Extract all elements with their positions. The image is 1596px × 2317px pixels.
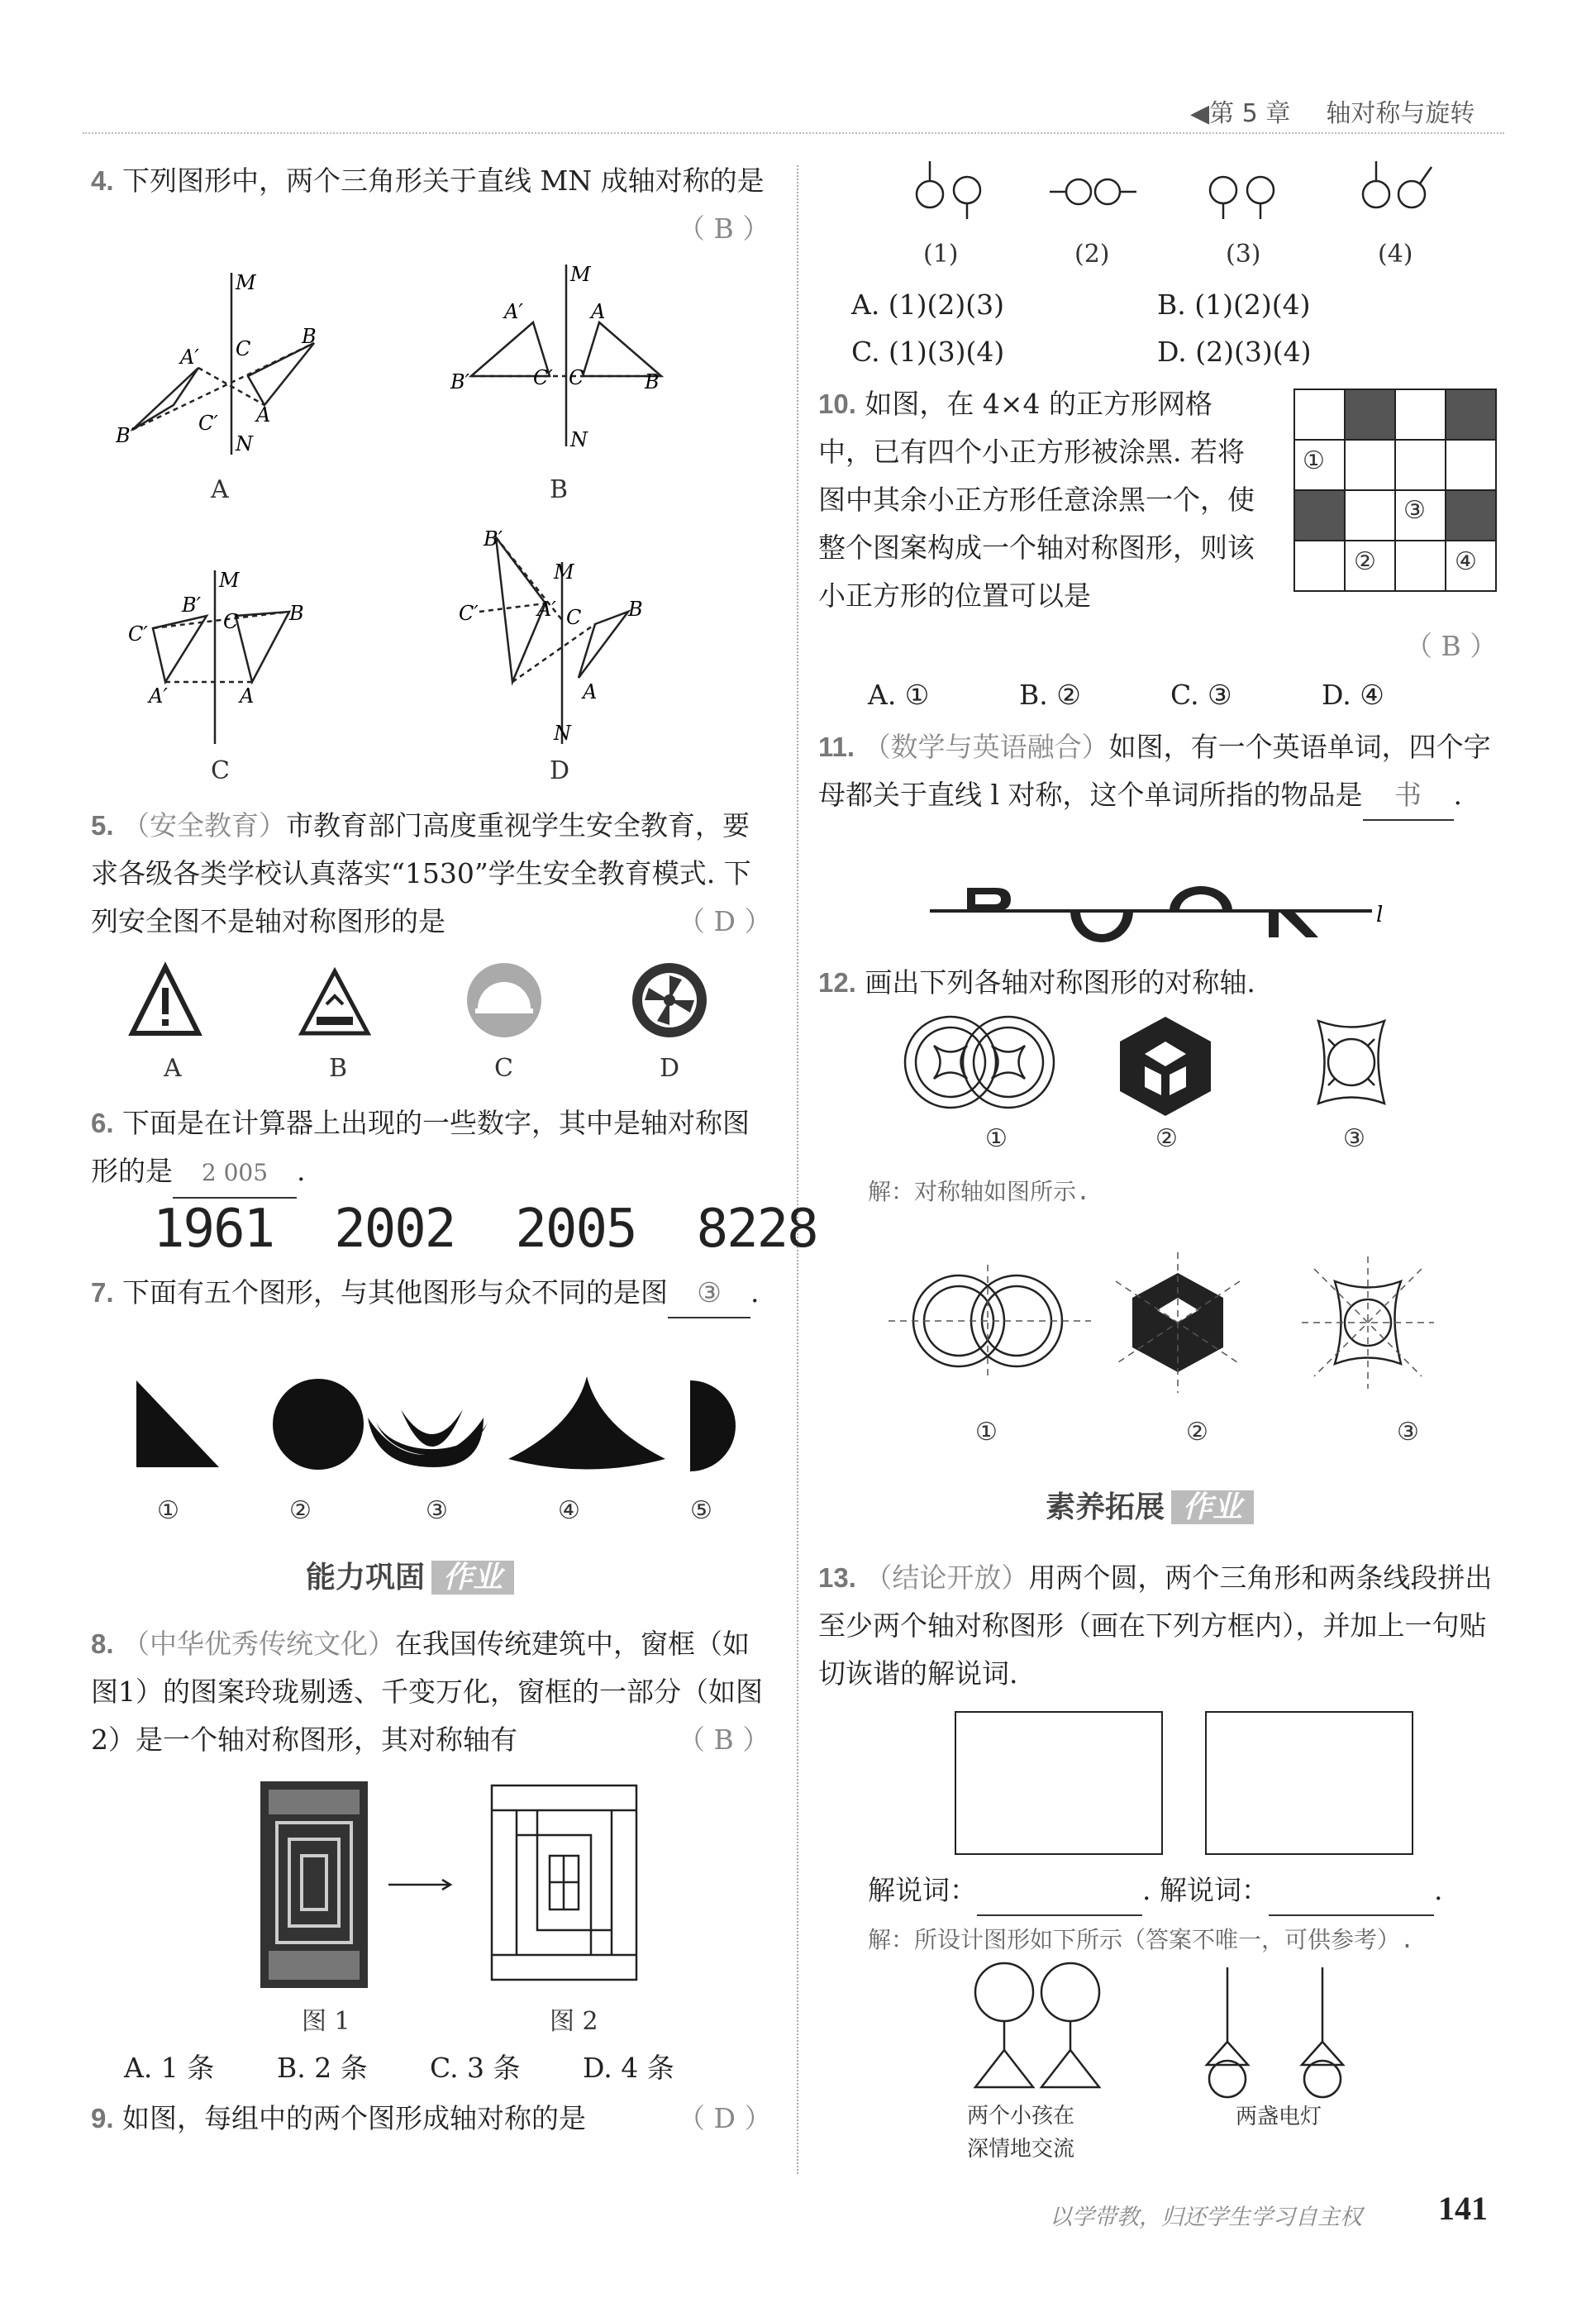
question-text: 如图，每组中的两个图形成轴对称的是 xyxy=(122,2102,587,2134)
q10-options xyxy=(868,671,1384,719)
question-tag: （中华优秀传统文化） xyxy=(122,1628,396,1660)
question-10 xyxy=(818,380,1256,620)
q12-label-2: ② xyxy=(1155,1124,1178,1153)
q8-option-c: C. 3 条 xyxy=(430,2052,521,2084)
question-13 xyxy=(818,1554,1504,1698)
q5-option-d: D xyxy=(660,1054,680,1083)
svg-text:A: A xyxy=(583,680,598,703)
question-text: 如图，有一个英语单词，四个字母都关于直线 l 对称，这个单词所指的物品是 xyxy=(818,731,1491,811)
answer-blank-q6: 2 005 xyxy=(173,1149,297,1199)
svg-text:A′: A′ xyxy=(504,300,523,323)
q9-option-d: D. (2)(3)(4) xyxy=(1157,336,1312,368)
q12-solution: 解：对称轴如图所示. xyxy=(868,1178,1090,1205)
q5-option-b: B xyxy=(329,1054,348,1083)
svg-text:B: B xyxy=(628,598,643,621)
q10-option-a: A. ① xyxy=(868,679,930,711)
question-tag: （结论开放） xyxy=(865,1561,1029,1594)
window-frame-photo xyxy=(260,1781,368,1988)
q8-option-b: B. 2 条 xyxy=(277,2052,368,2084)
q9-option-b: B. (1)(2)(4) xyxy=(1157,288,1311,321)
q9-option-a: A. (1)(2)(3) xyxy=(851,288,1005,321)
helmet-sign-icon xyxy=(467,963,541,1037)
caption-blank-1[interactable] xyxy=(977,1866,1142,1916)
answer-q10: （ B ） xyxy=(1405,630,1498,662)
q12-solution-label-1: ① xyxy=(975,1418,998,1447)
answer-q9: （ D ） xyxy=(678,2102,772,2134)
question-number: 9. xyxy=(91,2103,114,2133)
question-text: 下列图形中，两个三角形关于直线 MN 成轴对称的是 xyxy=(122,164,765,197)
q12-label-3: ③ xyxy=(1343,1124,1365,1153)
page-header xyxy=(1190,93,1475,129)
caption-line-1: 两个小孩在 xyxy=(967,2104,1075,2129)
question-tag: （安全教育） xyxy=(122,809,287,841)
question-text: 画出下列各轴对称图形的对称轴. xyxy=(865,966,1255,999)
question-8 xyxy=(91,1620,777,1764)
caption-line: 解说词： . 解说词： . xyxy=(868,1866,1442,1916)
q7-label-4: ④ xyxy=(558,1496,580,1525)
q12-figures xyxy=(901,1013,1479,1120)
question-text: 在我国传统建筑中，窗框（如图1）的图案玲珑剔透、千变万化，窗框的一部分（如图2）是一个轴对称图形，其对称轴有 xyxy=(91,1628,763,1756)
caption-blank-2[interactable] xyxy=(1269,1866,1434,1916)
q12-solution-figures xyxy=(884,1248,1479,1397)
q5-option-c: C xyxy=(494,1054,513,1083)
chapter-label: ◀第 5 章 xyxy=(1190,99,1291,128)
q7-shapes xyxy=(128,1376,740,1476)
q12-solution-label-2: ② xyxy=(1186,1418,1208,1447)
question-6 xyxy=(91,1099,777,1199)
digits-2002: 2002 xyxy=(334,1199,455,1260)
q8-option-d: D. 4 条 xyxy=(583,2052,674,2084)
svg-text:C′: C′ xyxy=(198,412,218,435)
column-divider xyxy=(797,165,798,2174)
svg-text:C′: C′ xyxy=(459,602,479,625)
grid-cell-2: ② xyxy=(1354,547,1376,576)
answer-q4: （ B ） xyxy=(678,212,770,245)
svg-text:M: M xyxy=(236,271,256,294)
answer-q5: （ D ） xyxy=(678,905,772,937)
q9-label-1: (1) xyxy=(923,240,959,269)
ornament-square-figure xyxy=(1318,1021,1384,1104)
svg-text:C′: C′ xyxy=(533,366,553,389)
question-text: 用两个圆，两个三角形和两条线段拼出至少两个轴对称图形（画在下列方框内），并加上一句贴切诙谐的解说词. xyxy=(818,1561,1493,1690)
q8-figure-1-caption: 图 1 xyxy=(302,2007,350,2036)
q10-option-c: C. ③ xyxy=(1170,679,1232,711)
arch-shape xyxy=(508,1376,665,1470)
svg-text:C: C xyxy=(223,610,239,633)
right-triangle-shape xyxy=(136,1380,219,1467)
q7-label-1: ① xyxy=(157,1496,179,1525)
q9-option-c: C. (1)(3)(4) xyxy=(851,336,1005,368)
svg-text:A′: A′ xyxy=(180,346,199,369)
question-tag: （数学与英语融合） xyxy=(863,731,1109,763)
svg-text:M: M xyxy=(554,560,574,584)
q9-figures xyxy=(901,157,1463,223)
question-end: . xyxy=(297,1155,306,1187)
svg-text:B: B xyxy=(302,325,317,348)
q8-figure-2-caption: 图 2 xyxy=(550,2007,598,2036)
q8-window-figures xyxy=(256,1777,653,2000)
question-12 xyxy=(818,959,1504,1007)
question-number: 10. xyxy=(818,389,856,419)
header-rule xyxy=(83,132,1504,134)
section-banner-1 xyxy=(306,1554,514,1596)
circle-shape xyxy=(273,1379,364,1470)
footer-slogan: 以学带教，归还学生学习自主权 xyxy=(1050,2205,1362,2230)
q7-label-3: ③ xyxy=(426,1496,448,1525)
svg-text:B: B xyxy=(645,370,660,393)
svg-text:N: N xyxy=(236,432,253,455)
svg-text:B′: B′ xyxy=(182,594,202,617)
svg-text:A: A xyxy=(256,403,271,427)
cube-logo-figure xyxy=(1120,1017,1211,1116)
q9-label-3: (3) xyxy=(1226,240,1261,269)
svg-text:B′: B′ xyxy=(450,370,470,393)
question-number: 12. xyxy=(818,967,856,998)
svg-text:C: C xyxy=(569,366,584,389)
drawing-box-2[interactable] xyxy=(1205,1711,1413,1855)
q10-option-b: B. ② xyxy=(1019,679,1081,711)
arrow-icon xyxy=(388,1880,450,1890)
section-title: 能力巩固 xyxy=(306,1561,426,1595)
q13-solution-figures xyxy=(959,1959,1372,2108)
svg-text:N: N xyxy=(554,722,571,745)
svg-text:B: B xyxy=(289,602,304,625)
svg-text:N: N xyxy=(570,428,588,451)
warning-sign-icon xyxy=(132,967,198,1033)
question-text: 下面有五个图形，与其他图形与众不同的是图 xyxy=(122,1276,669,1309)
svg-text:B′: B′ xyxy=(116,424,136,447)
svg-text:M: M xyxy=(219,569,240,592)
drawing-box-1[interactable] xyxy=(955,1711,1163,1855)
window-frame-diagram xyxy=(492,1785,636,1980)
question-text: 下面是在计算器上出现的一些数字，其中是轴对称图形的是 xyxy=(91,1107,750,1187)
q5-safety-signs xyxy=(124,959,719,1050)
q7-label-5: ⑤ xyxy=(690,1496,712,1525)
question-end: . xyxy=(750,1276,760,1309)
q12-label-1: ① xyxy=(985,1124,1008,1153)
q12-solution-label-3: ③ xyxy=(1397,1418,1419,1447)
q8-option-a: A. 1 条 xyxy=(124,2052,215,2084)
caption-label-2: 解说词： xyxy=(1159,1874,1269,1906)
svg-text:A: A xyxy=(240,684,255,708)
q5-option-a: A xyxy=(164,1054,182,1083)
digits-1961: 1961 xyxy=(153,1199,274,1260)
q13-solution: 解：所设计图形如下所示（答案不唯一，可供参考）. xyxy=(868,1926,1414,1953)
q9-label-2: (2) xyxy=(1074,240,1110,269)
svg-text:C′: C′ xyxy=(128,622,148,646)
q4-figures xyxy=(116,265,694,777)
chapter-title: 轴对称与旋转 xyxy=(1326,99,1475,128)
svg-text:C: C xyxy=(566,606,582,629)
question-number: 6. xyxy=(91,1108,114,1138)
q9-label-4: (4) xyxy=(1378,240,1413,269)
q9-options-row-2 xyxy=(851,328,1312,376)
q4-option-a: A xyxy=(211,475,229,504)
q4-figure-b xyxy=(471,265,661,446)
q11-word-figure xyxy=(930,876,1393,951)
section-tag: 作业 xyxy=(431,1561,514,1595)
q8-options xyxy=(124,2044,674,2092)
svg-text:A: A xyxy=(591,300,606,323)
question-9 xyxy=(91,2095,669,2143)
grid-cell-1: ① xyxy=(1303,446,1325,475)
half-circle-shape xyxy=(690,1380,736,1471)
q13-caption-1 xyxy=(967,2100,1074,2166)
question-number: 11. xyxy=(818,732,855,762)
svg-text:A′: A′ xyxy=(149,684,168,708)
digits-2005: 2005 xyxy=(515,1199,636,1260)
question-text: 如图，在 4×4 的正方形网格中，已有四个小正方形被涂黑. 若将图中其余小正方形任意涂黑一个，使整个图案构成一个轴对称图形，则该小正方形的位置可以是 xyxy=(818,388,1255,612)
q4-option-d: D xyxy=(550,756,570,785)
q7-label-2: ② xyxy=(289,1496,312,1525)
svg-text:A′: A′ xyxy=(537,598,556,621)
two-children-figure xyxy=(975,1963,1099,2087)
caption-line-2: 深情地交流 xyxy=(967,2137,1075,2162)
question-11 xyxy=(818,723,1504,821)
digits-8228: 8228 xyxy=(696,1199,817,1260)
question-end: . xyxy=(1453,779,1463,811)
question-number: 7. xyxy=(91,1277,114,1308)
q4-option-c: C xyxy=(211,756,230,785)
section-banner-2 xyxy=(1046,1484,1254,1526)
svg-text:C: C xyxy=(236,337,251,360)
question-4 xyxy=(91,157,777,205)
q4-figure-a xyxy=(132,273,314,455)
q4-figure-c xyxy=(153,570,289,744)
question-number: 4. xyxy=(91,165,114,196)
two-lamps-figure xyxy=(1207,1967,1343,2097)
svg-text:M: M xyxy=(570,265,591,286)
electric-hazard-sign-icon xyxy=(302,971,368,1033)
q6-calculator-digits xyxy=(153,1199,817,1260)
grid-cell-3: ③ xyxy=(1403,496,1426,525)
q4-option-b: B xyxy=(550,475,569,504)
question-number: 5. xyxy=(91,810,114,841)
page-number: 141 xyxy=(1438,2190,1488,2227)
section-title: 素养拓展 xyxy=(1046,1490,1165,1524)
fan-sign-icon xyxy=(632,963,707,1037)
q10-option-d: D. ④ xyxy=(1322,679,1384,711)
answer-blank-q7: ③ xyxy=(668,1269,750,1318)
answer-q8: （ B ） xyxy=(678,1723,770,1756)
double-coin-figure xyxy=(905,1017,1054,1108)
question-5 xyxy=(91,802,777,946)
caption-label-1: 解说词： xyxy=(868,1874,977,1906)
question-number: 8. xyxy=(91,1628,114,1659)
question-text: 市教育部门高度重视学生安全教育，要求各级各类学校认真落实“1530”学生安全教育模式. 下列安全图不是轴对称图形的是 xyxy=(91,809,751,937)
question-number: 13. xyxy=(818,1562,856,1593)
section-tag: 作业 xyxy=(1171,1490,1254,1524)
answer-blank-q11: 书 xyxy=(1363,771,1454,821)
question-7 xyxy=(91,1269,777,1318)
svg-text:B′: B′ xyxy=(484,527,503,551)
grid-cell-4: ④ xyxy=(1455,547,1477,576)
q9-options-row-1 xyxy=(851,281,1310,329)
q13-caption-2: 两盏电灯 xyxy=(1236,2105,1322,2129)
symmetry-line-label: l xyxy=(1376,903,1384,927)
